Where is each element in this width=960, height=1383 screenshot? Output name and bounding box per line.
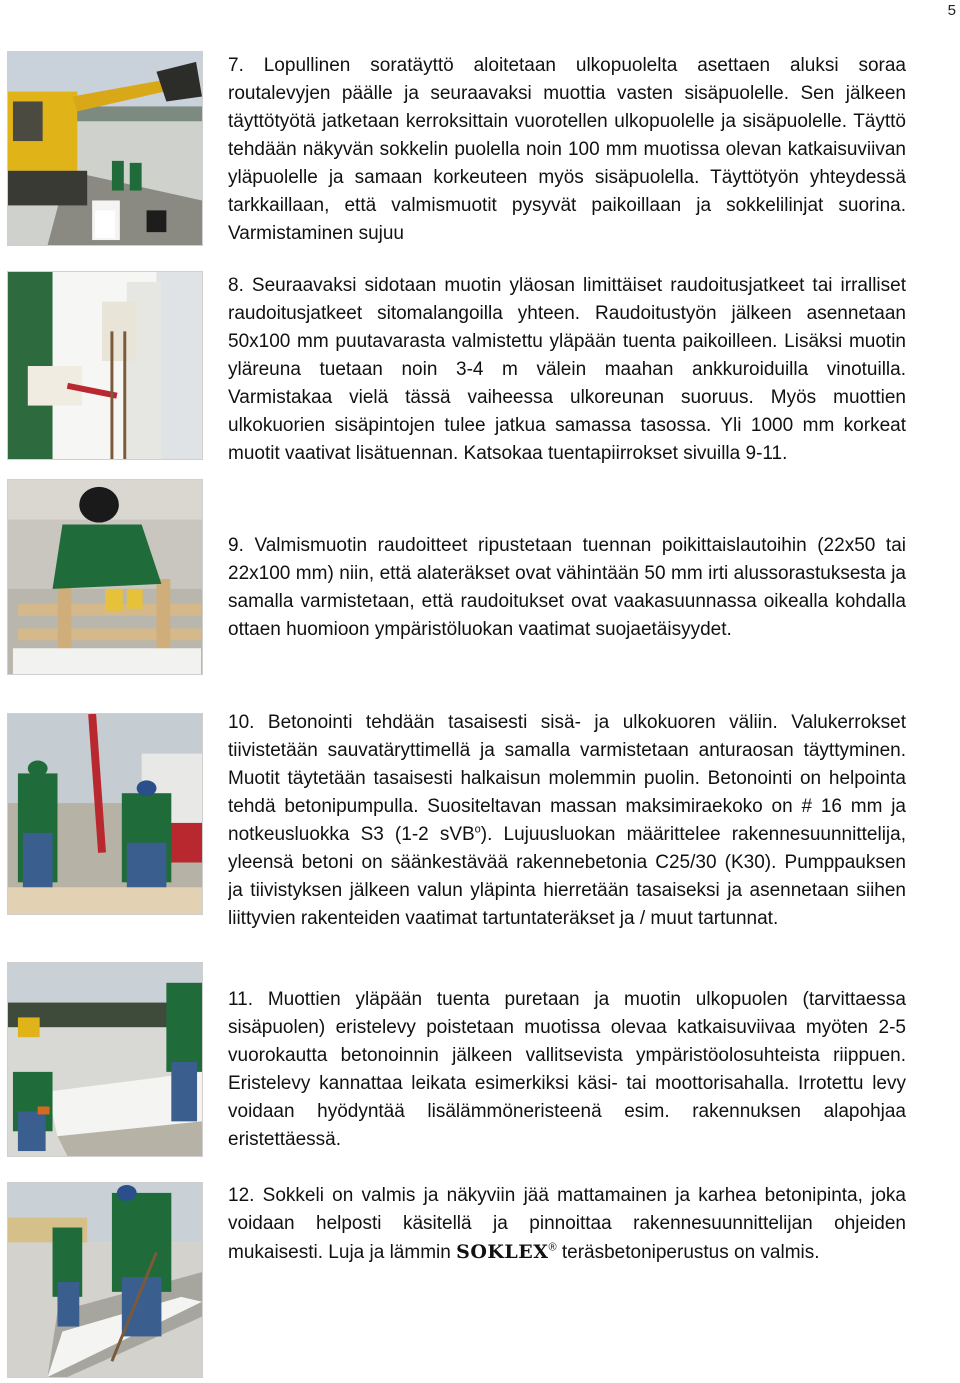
tying-rebar-photo [7,271,203,460]
degree-superscript: o [474,823,481,836]
step-10-text-main: 10. Betonointi tehdään tasaisesti sisä- ja ulkokuoren väliin. Valukerrokset tiivistetään sauvatäryttimellä ja samalla varmistetaan anturaosan täyttyminen. Muotit täytetään tasaisesti halkaisun molemmin puolin. Betonointi on helpointa tehdä betonipumpulla. Suositeltavan massan maksimiraekoko on # 16 mm ja notkeusluokka S3 (1-2 sVB [228,712,906,845]
registered-mark: ® [548,1241,557,1254]
step-11-text: 11. Muottien yläpään tuenta puretaan ja muotin ulkopuolen (tarvittaessa sisäpuolen) eristelevy poistetaan muotissa olevaa katkaisuviivaa myöten 2-5 vuorokautta betonoinnin jälkeen vallitsevista ympäristöolosuhteista riippuen. Eristelevy kannattaa leikata esimerkiksi käsi- tai moottorisahalla. Irrotettu levy voidaan hyödyntää lisälämmöneristeenä esim. rakennuksen alapohjaa eristettäessä. [228,989,906,1150]
step-10-text [228,709,906,955]
step-12-text-end: teräsbetoniperustus on valmis. [556,1242,820,1263]
step-7-text: 7. Lopullinen soratäyttö aloitetaan ulkopuolelta asettaen aluksi soraa routalevyjen päälle ja seuraavaksi muottia vasten sisäpuolelle. Sen jälkeen täyttötyötä jatketaan kerroksittain vuorotellen ulkopuolelle ja sisäpuolelle. Täyttö tehdään näkyvän sokkelin puolella noin 100 mm muotissa olevan katkaisuviivan yläpuolelle ja samaan korkeuteen myös sisäpuolella. Täyttötyön yhteydessä tarkkaillaan, että valmismuotit pysyvät paikoillaan ja sokkelilinjat suorina. Varmistaminen sujuu [228,55,906,244]
step-12-text [228,1182,906,1267]
finished-plinth-photo [7,1182,203,1378]
step-10-text-rest: ). Lujuusluokan määrittelee rakennesuunnittelija, yleensä betoni on säänkestävää rakennebetonia C25/30 (K30). Pumppauksen ja tiivistyksen jälkeen valun yläpinta hierretään tasaiseksi ja asennetaan siihen liittyvien rakenteiden vaatimat tartuntateräkset ja / muut tartunnat. [228,824,906,929]
step-12-text-main: 12. Sokkeli on valmis ja näkyviin jää mattamainen ja karhea betonipinta, joka voidaan helposti käsitellä ja pinnoittaa rakennesuunnittelijan ohjeiden mukaisesti. Luja ja lämmin [228,1185,906,1263]
concrete-pumping-photo [7,713,203,915]
step-8-text: 8. Seuraavaksi sidotaan muotin yläosan limittäiset raudoitusjatkeet tai irralliset raudoitusjatkeet sitomalangoilla yhteen. Raudoitustyön jälkeen asennetaan 50x100 mm puutavarasta valmistettu yläpään tuenta paikoilleen. Lisäksi muotin yläreuna tuetaan noin 3-4 m välein maahan ankkuroiduilla vinotuilla. Varmistakaa vielä tässä vaiheessa ulkoreunan suoruus. Myös muottien ulkokuorien sisäpintojen tulee jatkua samassa tasossa. Yli 1000 mm korkeat muotit vaativat lisätuennan. Katsokaa tuentapiirrokset sivuilla 9-11. [228,275,906,464]
soklex-brand: SOKLEX [456,1241,549,1263]
excavator-backfilling-photo [7,51,203,246]
step-9-text: 9. Valmismuotin raudoitteet ripustetaan tuennan poikittaislautoihin (22x50 tai 22x100 mm) niin, että alateräkset ovat vähintään 50 mm irti alussorastuksesta ja samalla varmistetaan, että raudoitukset ovat vaakasuunnassa oikealla kohdalla ottaen huomioon ympäristöluokan vaatimat suojaetäisyydet. [228,535,906,640]
worker-kneeling-photo [7,479,203,675]
cutting-insulation-photo [7,962,203,1157]
page-number: 5 [947,2,956,19]
